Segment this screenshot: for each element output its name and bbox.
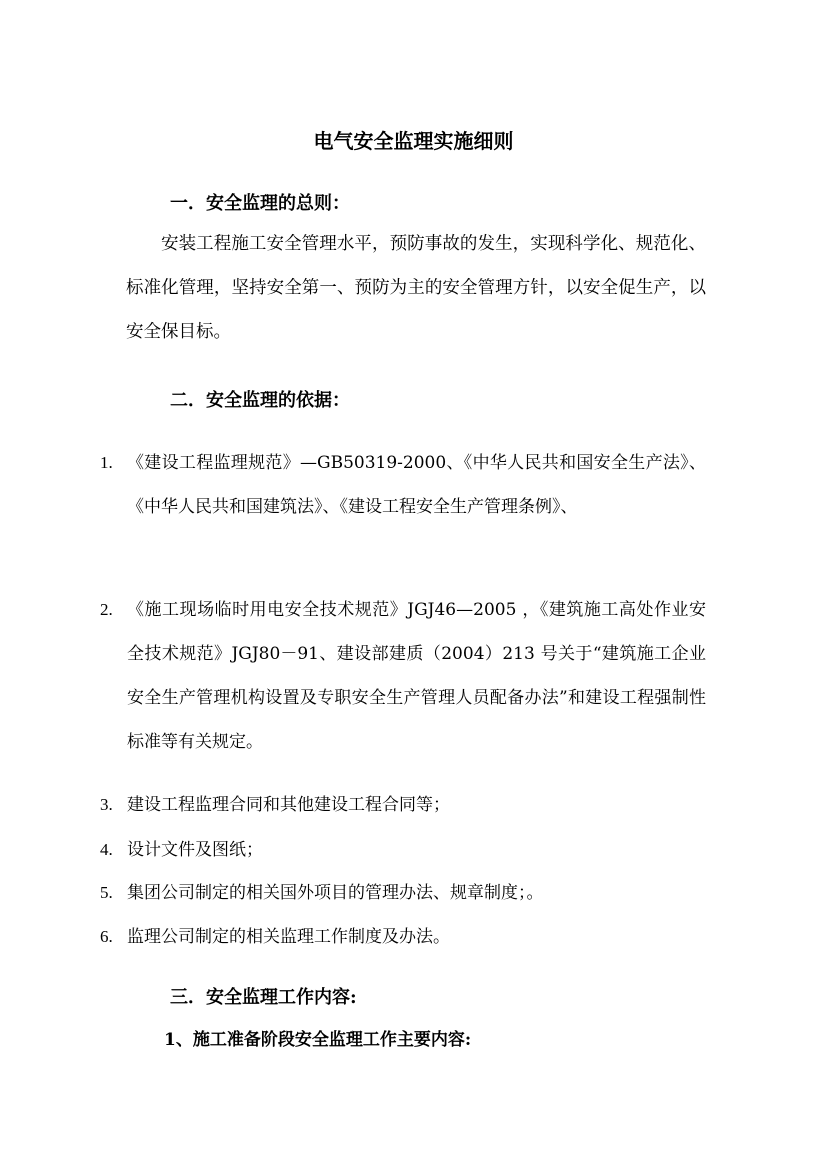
document-title: 电气安全监理实施细则: [313, 129, 514, 153]
section-heading-basis: 二．安全监理的依据：: [170, 390, 350, 411]
section-heading-content: 三．安全监理工作内容:: [170, 987, 357, 1008]
list-item-number: 1.: [100, 453, 113, 472]
list-item-text: 《施工现场临时用电安全技术规范》JGJ46—2005 ，《建筑施工高处作业安全技术规范》JGJ80－91、建设部建质（2004）213 号关于“建筑施工企业安全生产管理机构设置及专职安全生产管理人员配备办法”和建设工程强制性标准等有关规定。: [127, 600, 706, 752]
list-item-number: 3.: [100, 795, 113, 814]
list-item-text: 集团公司制定的相关国外项目的管理办法、规章制度；。: [127, 883, 544, 903]
list-item-text: 《建设工程监理规范》—GB50319-2000、《中华人民共和国安全生产法》、《中华人民共和国建筑法》、《建设工程安全生产管理条例》、: [127, 453, 706, 517]
list-item: [100, 922, 706, 952]
list-item: [100, 588, 706, 764]
section-paragraph-general: 安装工程施工安全管理水平，预防事故的发生，实现科学化、规范化、标准化管理，坚持安全第一、预防为主的安全管理方针，以安全促生产，以安全保目标。: [126, 234, 706, 342]
section-subheading-preparation: 1、施工准备阶段安全监理工作主要内容:: [164, 1030, 472, 1050]
list-item-number: 2.: [100, 600, 113, 619]
list-item-number: 5.: [100, 883, 113, 902]
list-item-number: 4.: [100, 840, 113, 859]
list-item-text: 监理公司制定的相关监理工作制度及办法。: [127, 927, 450, 947]
list-item: [100, 835, 706, 865]
list-item-text: 设计文件及图纸；: [127, 840, 263, 860]
list-item-number: 6.: [100, 927, 113, 946]
list-item-text: 建设工程监理合同和其他建设工程合同等；: [127, 795, 450, 815]
section-heading-general: 一．安全监理的总则：: [170, 193, 350, 214]
list-item: [100, 878, 706, 908]
list-item: [100, 790, 706, 820]
list-item: [100, 441, 706, 529]
